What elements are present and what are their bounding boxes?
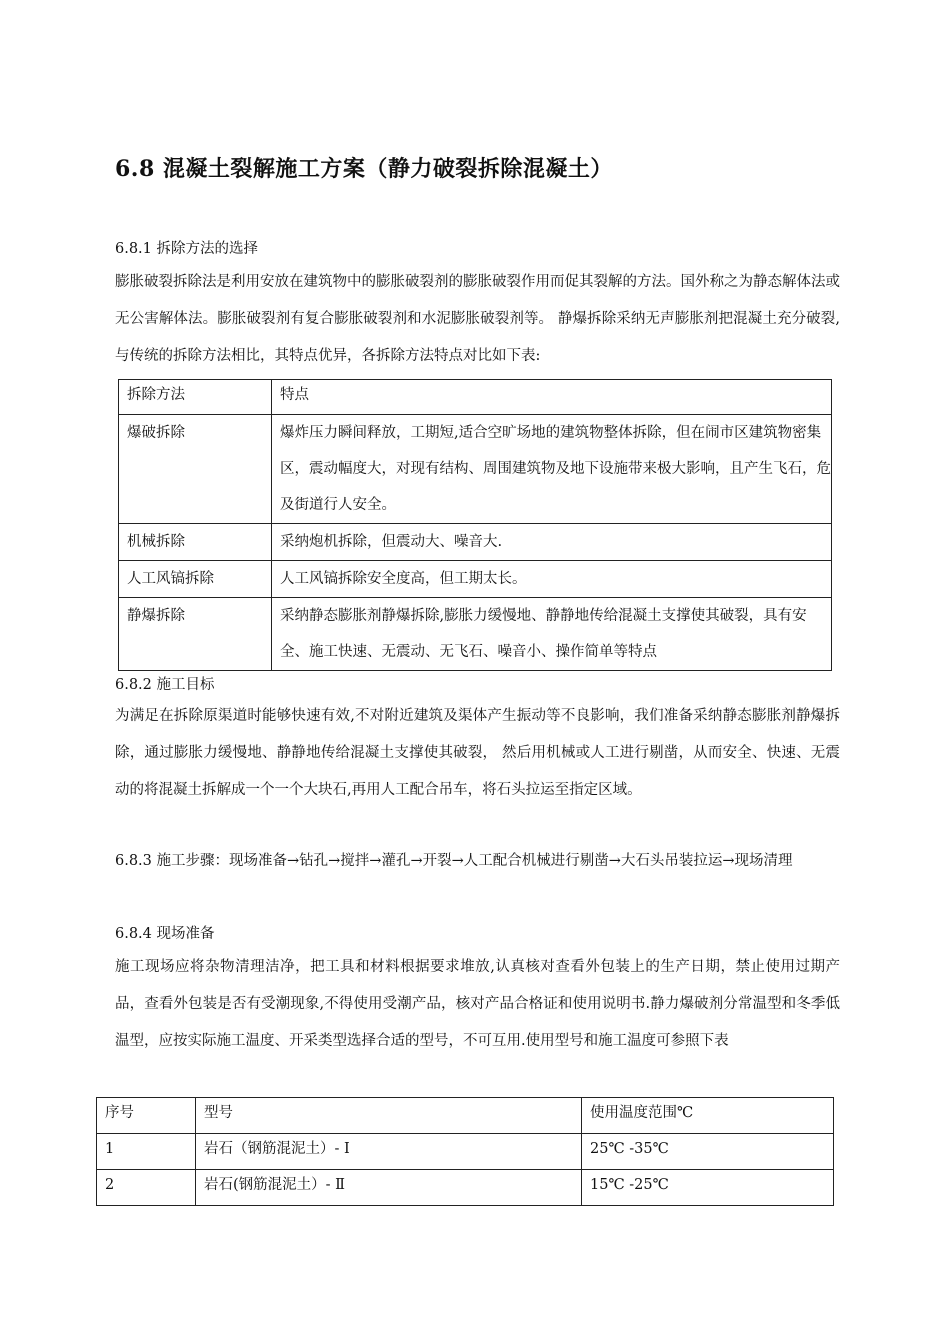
table-cell: 人工风镐拆除安全度高，但工期太长。 [272,561,832,598]
table-cell: 采纳炮机拆除，但震动大、噪音大. [272,524,832,561]
table-header-row [97,1098,834,1134]
table-header-cell: 序号 [97,1098,196,1134]
table-cell: 爆破拆除 [119,415,272,524]
table-cell: 15℃ -25℃ [582,1170,834,1206]
table-row [119,561,832,598]
table-cell: 岩石(钢筋混泥土）- Ⅱ [196,1170,582,1206]
table-row [119,415,832,524]
table-header-row [119,380,832,415]
section-paragraph-6-8-2: 为满足在拆除原渠道时能够快速有效,不对附近建筑及渠体产生振动等不良影响，我们准备采纳静态膨胀剂静爆拆除，通过膨胀力缓慢地、静静地传给混凝土支撑使其破裂， 然后用机械或人工进行剔凿，从而安全、快速、无震动的将混凝土拆解成一个一个大块石,再用人工配合吊车，将石头拉运至指定区域。 [115,708,840,798]
table-cell: 爆炸压力瞬间释放，工期短,适合空旷场地的建筑物整体拆除，但在闹市区建筑物密集区，震动幅度大，对现有结构、周围建筑物及地下设施带来极大影响，且产生飞石，危及街道行人安全。 [272,415,832,524]
table-row [119,524,832,561]
table-cell: 1 [97,1134,196,1170]
table-header-cell: 特点 [272,380,832,415]
table-cell: 采纳静态膨胀剂静爆拆除,膨胀力缓慢地、静静地传给混凝土支撑使其破裂，具有安全、施工快速、无震动、无飞石、噪音小、操作简单等特点 [272,598,832,671]
table-row [97,1170,834,1206]
table-cell: 静爆拆除 [119,598,272,671]
table-cell: 机械拆除 [119,524,272,561]
section-paragraph-6-8-4: 施工现场应将杂物清理洁净，把工具和材料根据要求堆放,认真核对查看外包装上的生产日期，禁止使用过期产品，查看外包装是否有受潮现象,不得使用受潮产品，核对产品合格证和使用说明书.静力爆破剂分常温型和冬季低温型，应按实际施工温度、开采类型选择合适的型号，不可互用.使用型号和施工温度可参照下表 [115,959,840,1049]
model-temperature-table [96,1097,834,1206]
table-cell: 25℃ -35℃ [582,1134,834,1170]
section-heading-6-8-2: 6.8.2 施工目标 [115,677,215,693]
table-cell: 2 [97,1170,196,1206]
table-row [119,598,832,671]
table-header-cell: 拆除方法 [119,380,272,415]
document-title: 6.8 混凝土裂解施工方案（静力破裂拆除混凝土） [115,156,613,182]
section-paragraph-6-8-1: 膨胀破裂拆除法是利用安放在建筑物中的膨胀破裂剂的膨胀破裂作用而促其裂解的方法。国外称之为静态解体法或无公害解体法。膨胀破裂剂有复合膨胀破裂剂和水泥膨胀破裂剂等。 静爆拆除采纳无声膨胀剂把混凝土充分破裂,与传统的拆除方法相比，其特点优异，各拆除方法特点对比如下表: [115,274,840,364]
table-header-cell: 型号 [196,1098,582,1134]
table-cell: 岩石（钢筋混泥土）- Ⅰ [196,1134,582,1170]
section-heading-6-8-1: 6.8.1 拆除方法的选择 [115,241,259,257]
table-header-cell: 使用温度范围℃ [582,1098,834,1134]
table-cell: 人工风镐拆除 [119,561,272,598]
section-heading-6-8-4: 6.8.4 现场准备 [115,926,215,942]
method-comparison-table [118,379,832,671]
table-row [97,1134,834,1170]
section-paragraph-6-8-3: 6.8.3 施工步骤：现场准备→钻孔→搅拌→灌孔→开裂→人工配合机械进行剔凿→大石头吊装拉运→现场清理 [115,853,793,869]
